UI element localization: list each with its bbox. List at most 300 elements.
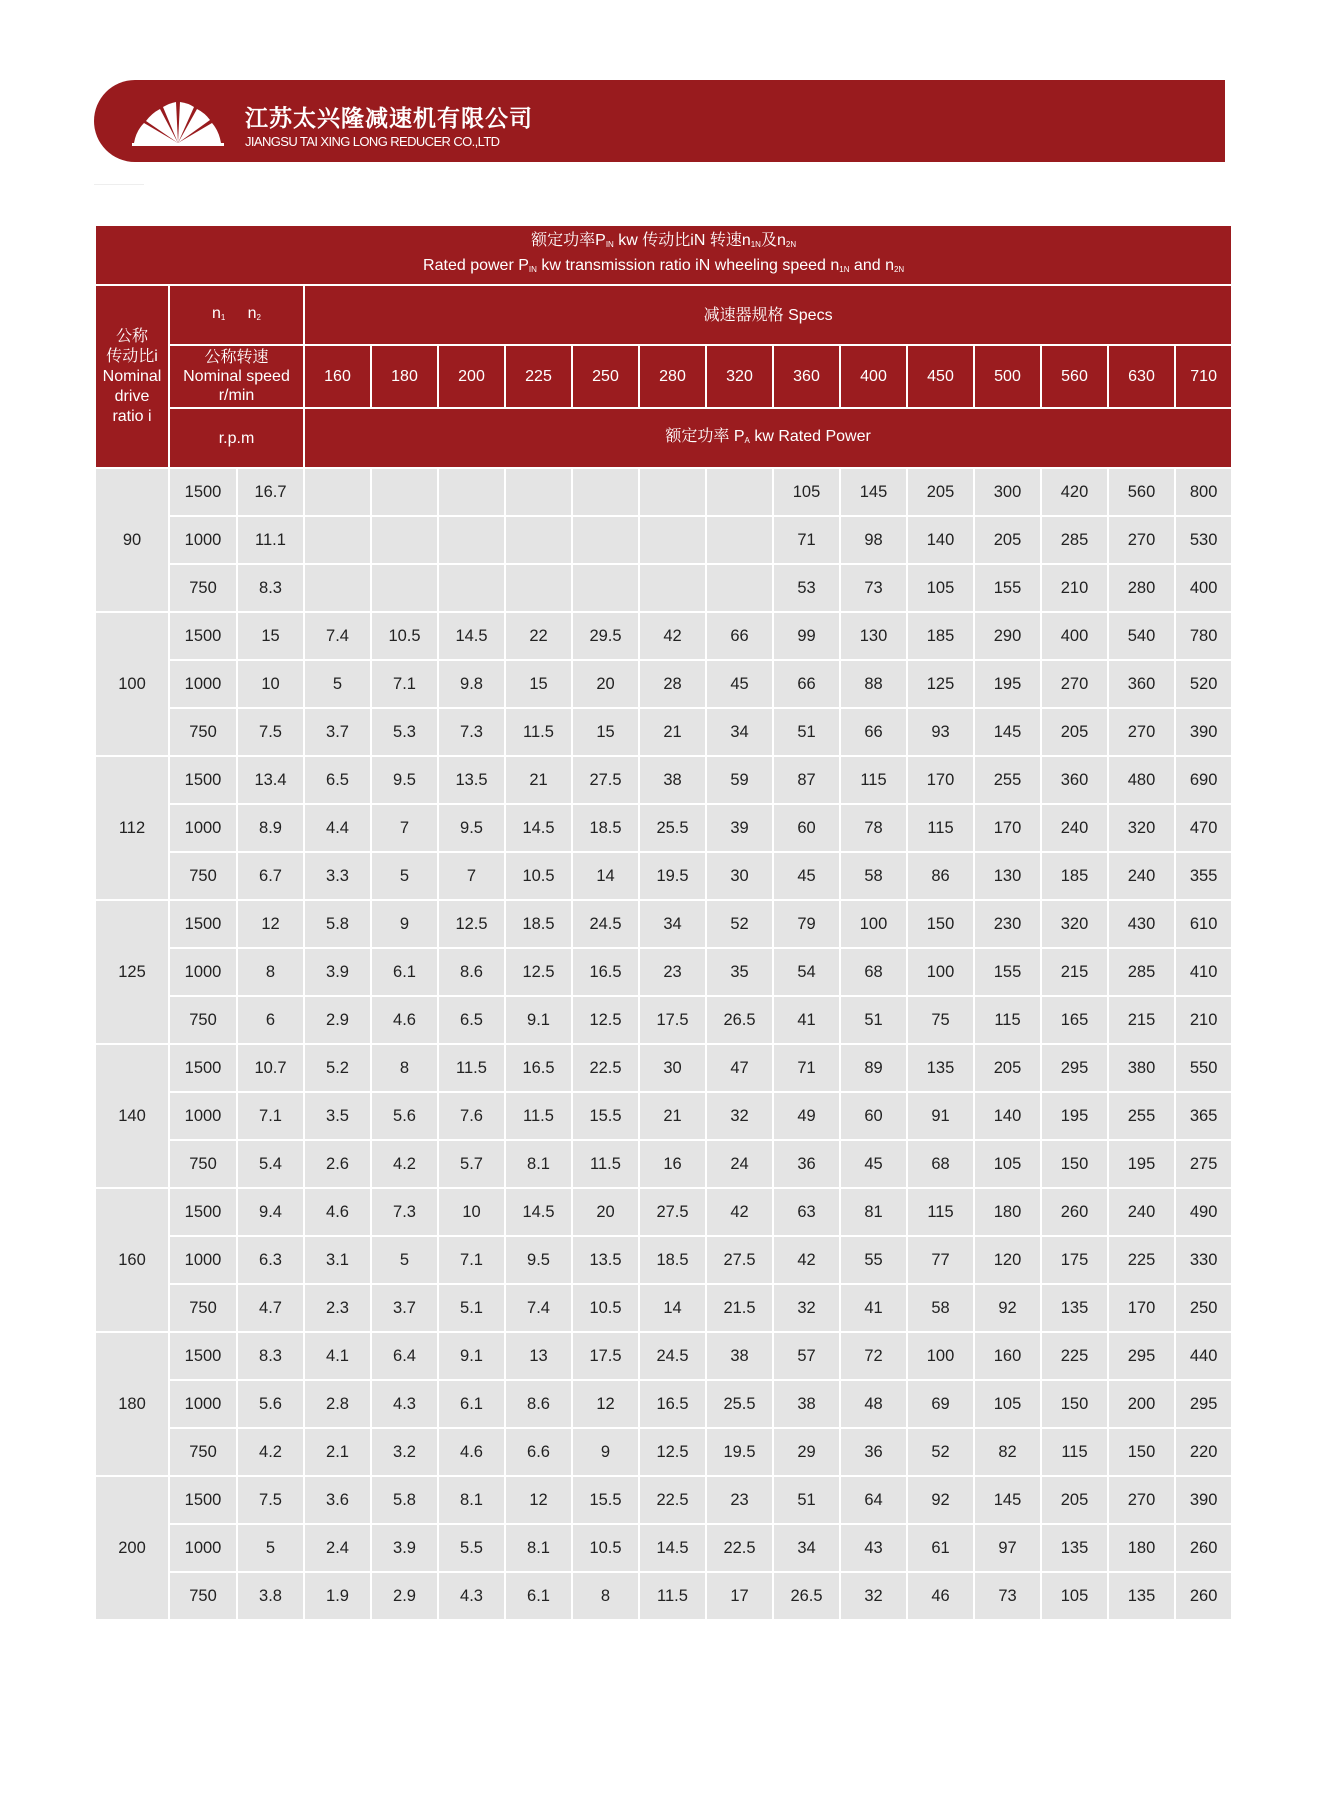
power-cell: 240 — [1108, 852, 1175, 900]
power-cell: 255 — [974, 756, 1041, 804]
power-cell: 51 — [773, 708, 840, 756]
ratio-cell: 140 — [95, 1044, 169, 1188]
power-cell: 250 — [1175, 1284, 1232, 1332]
n1-cell: 1000 — [169, 804, 237, 852]
rpm-header: r.p.m — [169, 408, 304, 468]
n2-cell: 4.7 — [237, 1284, 304, 1332]
power-cell: 400 — [1041, 612, 1108, 660]
power-cell: 150 — [1041, 1380, 1108, 1428]
power-cell: 270 — [1108, 1476, 1175, 1524]
power-cell: 42 — [706, 1188, 773, 1236]
power-cell: 205 — [907, 468, 974, 516]
caption-cn: 额定功率$P_{IN}$ kw 传动比iN 转速$n_{1N}$及$n_{2N}$ — [531, 232, 797, 249]
power-cell: 5.8 — [371, 1476, 438, 1524]
n1-cell: 750 — [169, 996, 237, 1044]
table-row — [95, 948, 1232, 996]
power-cell: 14.5 — [639, 1524, 706, 1572]
power-cell: 180 — [974, 1188, 1041, 1236]
power-cell: 3.9 — [304, 948, 371, 996]
power-cell: 22.5 — [572, 1044, 639, 1092]
power-cell: 14.5 — [505, 1188, 572, 1236]
power-cell: 365 — [1175, 1092, 1232, 1140]
power-cell: 490 — [1175, 1188, 1232, 1236]
power-cell: 18.5 — [639, 1236, 706, 1284]
power-cell: 6.6 — [505, 1428, 572, 1476]
power-cell: 12 — [505, 1476, 572, 1524]
power-cell: 14.5 — [438, 612, 505, 660]
power-cell: 255 — [1108, 1092, 1175, 1140]
power-cell: 92 — [907, 1476, 974, 1524]
power-cell: 320 — [1108, 804, 1175, 852]
n2-cell: 12 — [237, 900, 304, 948]
power-cell: 16 — [639, 1140, 706, 1188]
power-cell: 200 — [1108, 1380, 1175, 1428]
table-row — [95, 516, 1232, 564]
power-cell: 130 — [840, 612, 907, 660]
n2-cell: 5.4 — [237, 1140, 304, 1188]
power-cell: 47 — [706, 1044, 773, 1092]
power-cell: 4.6 — [304, 1188, 371, 1236]
n1-cell: 1000 — [169, 948, 237, 996]
power-cell: 440 — [1175, 1332, 1232, 1380]
company-logo-icon — [128, 97, 228, 147]
power-cell: 8.1 — [438, 1476, 505, 1524]
power-cell: 3.7 — [371, 1284, 438, 1332]
power-cell: 14.5 — [505, 804, 572, 852]
power-cell: 9.5 — [438, 804, 505, 852]
power-cell — [706, 468, 773, 516]
power-cell: 5.1 — [438, 1284, 505, 1332]
power-cell — [639, 516, 706, 564]
power-cell: 7 — [438, 852, 505, 900]
power-cell: 29 — [773, 1428, 840, 1476]
n2-cell: 3.8 — [237, 1572, 304, 1620]
power-cell: 215 — [1108, 996, 1175, 1044]
power-cell: 260 — [1175, 1572, 1232, 1620]
power-cell: 230 — [974, 900, 1041, 948]
power-cell: 6.1 — [505, 1572, 572, 1620]
power-cell: 140 — [907, 516, 974, 564]
power-cell: 24.5 — [572, 900, 639, 948]
n2-cell: 8.9 — [237, 804, 304, 852]
power-cell: 195 — [1108, 1140, 1175, 1188]
power-cell: 7.1 — [371, 660, 438, 708]
spec-header-cell: 160 — [304, 345, 371, 408]
power-cell: 53 — [773, 564, 840, 612]
power-cell: 390 — [1175, 708, 1232, 756]
ratio-cell: 100 — [95, 612, 169, 756]
power-cell: 16.5 — [639, 1380, 706, 1428]
power-cell: 9.5 — [505, 1236, 572, 1284]
power-cell: 77 — [907, 1236, 974, 1284]
power-cell: 105 — [1041, 1572, 1108, 1620]
power-cell: 18.5 — [572, 804, 639, 852]
n2-cell: 8.3 — [237, 1332, 304, 1380]
power-cell: 4.6 — [371, 996, 438, 1044]
n2-cell: 8 — [237, 948, 304, 996]
power-cell: 38 — [773, 1380, 840, 1428]
ratio-cell: 125 — [95, 900, 169, 1044]
power-cell: 25.5 — [639, 804, 706, 852]
power-cell: 6.5 — [304, 756, 371, 804]
table-row — [95, 1188, 1232, 1236]
power-cell: 27.5 — [706, 1236, 773, 1284]
power-cell: 1.9 — [304, 1572, 371, 1620]
power-cell: 86 — [907, 852, 974, 900]
power-cell: 280 — [1108, 564, 1175, 612]
power-cell: 195 — [974, 660, 1041, 708]
n1-cell: 1000 — [169, 660, 237, 708]
nominal-speed-header: 公称转速 Nominal speed r/min — [169, 345, 304, 408]
power-cell — [639, 564, 706, 612]
n1-cell: 1500 — [169, 900, 237, 948]
power-cell: 7.4 — [304, 612, 371, 660]
power-cell: 24.5 — [639, 1332, 706, 1380]
power-cell: 160 — [974, 1332, 1041, 1380]
power-cell: 8.1 — [505, 1524, 572, 1572]
power-cell: 105 — [907, 564, 974, 612]
power-cell: 32 — [773, 1284, 840, 1332]
power-cell: 19.5 — [706, 1428, 773, 1476]
power-cell: 5.2 — [304, 1044, 371, 1092]
spec-header-cell: 200 — [438, 345, 505, 408]
divider — [94, 184, 144, 185]
power-cell: 120 — [974, 1236, 1041, 1284]
power-cell: 7.3 — [371, 1188, 438, 1236]
spec-header-cell: 225 — [505, 345, 572, 408]
power-cell: 19.5 — [639, 852, 706, 900]
power-cell: 87 — [773, 756, 840, 804]
power-cell: 2.9 — [371, 1572, 438, 1620]
power-cell: 71 — [773, 1044, 840, 1092]
spec-header-cell: 400 — [840, 345, 907, 408]
rated-power-header: 额定功率 $P_A$ kw Rated Power — [304, 408, 1232, 468]
power-cell: 49 — [773, 1092, 840, 1140]
spec-header-cell: 360 — [773, 345, 840, 408]
table-row — [95, 1476, 1232, 1524]
power-cell: 10.5 — [572, 1284, 639, 1332]
power-cell: 100 — [840, 900, 907, 948]
power-cell: 225 — [1041, 1332, 1108, 1380]
power-cell: 260 — [1041, 1188, 1108, 1236]
power-cell: 330 — [1175, 1236, 1232, 1284]
power-cell: 125 — [907, 660, 974, 708]
power-cell: 81 — [840, 1188, 907, 1236]
power-cell: 4.4 — [304, 804, 371, 852]
power-cell: 6.1 — [371, 948, 438, 996]
power-cell: 7 — [371, 804, 438, 852]
power-cell: 520 — [1175, 660, 1232, 708]
power-cell: 145 — [974, 1476, 1041, 1524]
power-cell: 130 — [974, 852, 1041, 900]
power-cell: 430 — [1108, 900, 1175, 948]
power-cell: 210 — [1175, 996, 1232, 1044]
power-cell: 21 — [505, 756, 572, 804]
power-cell: 540 — [1108, 612, 1175, 660]
power-cell: 78 — [840, 804, 907, 852]
power-cell: 20 — [572, 1188, 639, 1236]
power-cell: 68 — [907, 1140, 974, 1188]
power-cell: 68 — [840, 948, 907, 996]
power-cell: 7.3 — [438, 708, 505, 756]
power-cell: 18.5 — [505, 900, 572, 948]
n2-cell: 6.7 — [237, 852, 304, 900]
n1-cell: 1000 — [169, 1092, 237, 1140]
power-cell — [572, 516, 639, 564]
power-cell: 42 — [639, 612, 706, 660]
power-cell: 135 — [1041, 1524, 1108, 1572]
power-cell: 9.8 — [438, 660, 505, 708]
table-row — [95, 804, 1232, 852]
power-cell: 15.5 — [572, 1092, 639, 1140]
power-cell: 42 — [773, 1236, 840, 1284]
power-cell: 51 — [840, 996, 907, 1044]
power-cell: 89 — [840, 1044, 907, 1092]
power-cell — [304, 468, 371, 516]
power-cell: 45 — [773, 852, 840, 900]
power-cell: 22.5 — [639, 1476, 706, 1524]
power-cell: 115 — [840, 756, 907, 804]
power-cell: 30 — [706, 852, 773, 900]
table-row — [95, 1428, 1232, 1476]
table-row — [95, 852, 1232, 900]
power-cell: 88 — [840, 660, 907, 708]
power-cell: 43 — [840, 1524, 907, 1572]
power-cell: 150 — [907, 900, 974, 948]
power-cell: 21.5 — [706, 1284, 773, 1332]
power-cell: 270 — [1041, 660, 1108, 708]
ratio-cell: 200 — [95, 1476, 169, 1620]
power-cell: 79 — [773, 900, 840, 948]
power-cell: 105 — [974, 1380, 1041, 1428]
power-cell: 7.6 — [438, 1092, 505, 1140]
n1-cell: 1500 — [169, 756, 237, 804]
power-cell: 11.5 — [572, 1140, 639, 1188]
power-cell: 11.5 — [505, 1092, 572, 1140]
power-cell: 800 — [1175, 468, 1232, 516]
power-cell: 100 — [907, 1332, 974, 1380]
power-cell: 3.6 — [304, 1476, 371, 1524]
power-cell: 11.5 — [639, 1572, 706, 1620]
power-cell: 295 — [1041, 1044, 1108, 1092]
table-row — [95, 1572, 1232, 1620]
power-cell: 60 — [840, 1092, 907, 1140]
power-cell: 285 — [1041, 516, 1108, 564]
power-cell: 400 — [1175, 564, 1232, 612]
power-cell: 3.2 — [371, 1428, 438, 1476]
power-cell: 3.3 — [304, 852, 371, 900]
power-cell: 9 — [572, 1428, 639, 1476]
power-cell: 69 — [907, 1380, 974, 1428]
power-cell: 6.1 — [438, 1380, 505, 1428]
power-cell: 135 — [1108, 1572, 1175, 1620]
power-cell: 4.1 — [304, 1332, 371, 1380]
power-cell: 220 — [1175, 1428, 1232, 1476]
power-cell: 195 — [1041, 1092, 1108, 1140]
power-cell: 3.9 — [371, 1524, 438, 1572]
power-cell: 285 — [1108, 948, 1175, 996]
power-cell: 115 — [907, 804, 974, 852]
power-cell: 155 — [974, 564, 1041, 612]
power-cell: 690 — [1175, 756, 1232, 804]
spec-header-cell: 180 — [371, 345, 438, 408]
power-cell: 470 — [1175, 804, 1232, 852]
n2-cell: 13.4 — [237, 756, 304, 804]
power-cell: 140 — [974, 1092, 1041, 1140]
power-cell: 3.7 — [304, 708, 371, 756]
power-cell: 48 — [840, 1380, 907, 1428]
ratio-cell: 112 — [95, 756, 169, 900]
power-cell: 260 — [1175, 1524, 1232, 1572]
power-cell: 60 — [773, 804, 840, 852]
power-cell: 5.8 — [304, 900, 371, 948]
n1-cell: 1500 — [169, 1188, 237, 1236]
table-row — [95, 1380, 1232, 1428]
power-cell: 13.5 — [438, 756, 505, 804]
power-cell: 46 — [907, 1572, 974, 1620]
power-cell: 75 — [907, 996, 974, 1044]
power-cell — [572, 564, 639, 612]
power-cell: 15.5 — [572, 1476, 639, 1524]
ratio-cell: 160 — [95, 1188, 169, 1332]
ratio-cell: 180 — [95, 1332, 169, 1476]
power-cell: 64 — [840, 1476, 907, 1524]
power-cell: 320 — [1041, 900, 1108, 948]
power-cell: 71 — [773, 516, 840, 564]
power-cell: 27.5 — [572, 756, 639, 804]
n1-cell: 750 — [169, 1572, 237, 1620]
n2-cell: 16.7 — [237, 468, 304, 516]
power-cell — [371, 468, 438, 516]
company-name-cn: 江苏太兴隆减速机有限公司 — [245, 106, 533, 132]
power-cell: 8.6 — [438, 948, 505, 996]
power-cell: 7.1 — [438, 1236, 505, 1284]
power-cell: 185 — [1041, 852, 1108, 900]
caption-en: Rated power $P_{IN}$ kw transmission ratio iN wheeling speed $n_{1N}$ and $n_{2N}$ — [423, 257, 905, 274]
power-cell: 30 — [639, 1044, 706, 1092]
power-cell: 5.6 — [371, 1092, 438, 1140]
n2-cell: 10 — [237, 660, 304, 708]
power-cell: 105 — [773, 468, 840, 516]
n2-cell: 8.3 — [237, 564, 304, 612]
power-cell: 9 — [371, 900, 438, 948]
n2-cell: 5.6 — [237, 1380, 304, 1428]
power-cell: 61 — [907, 1524, 974, 1572]
power-cell: 170 — [907, 756, 974, 804]
power-cell: 105 — [974, 1140, 1041, 1188]
power-cell: 26.5 — [706, 996, 773, 1044]
power-cell: 21 — [639, 1092, 706, 1140]
power-cell: 180 — [1108, 1524, 1175, 1572]
power-cell — [505, 516, 572, 564]
power-cell: 15 — [505, 660, 572, 708]
power-cell: 290 — [974, 612, 1041, 660]
power-cell: 58 — [907, 1284, 974, 1332]
power-cell — [371, 516, 438, 564]
power-cell: 27.5 — [639, 1188, 706, 1236]
power-cell: 270 — [1108, 516, 1175, 564]
power-cell: 59 — [706, 756, 773, 804]
power-cell: 12 — [572, 1380, 639, 1428]
power-cell: 32 — [706, 1092, 773, 1140]
power-cell: 550 — [1175, 1044, 1232, 1092]
power-cell: 12.5 — [438, 900, 505, 948]
power-cell: 99 — [773, 612, 840, 660]
power-cell: 8 — [371, 1044, 438, 1092]
power-cell: 5.3 — [371, 708, 438, 756]
power-cell: 10 — [438, 1188, 505, 1236]
power-cell: 3.5 — [304, 1092, 371, 1140]
power-cell: 135 — [907, 1044, 974, 1092]
table-row — [95, 756, 1232, 804]
power-cell: 205 — [1041, 708, 1108, 756]
power-cell: 13.5 — [572, 1236, 639, 1284]
power-cell: 4.3 — [438, 1572, 505, 1620]
power-cell: 17.5 — [572, 1332, 639, 1380]
power-cell: 205 — [974, 1044, 1041, 1092]
power-cell: 270 — [1108, 708, 1175, 756]
power-cell: 26.5 — [773, 1572, 840, 1620]
power-cell: 205 — [1041, 1476, 1108, 1524]
power-cell: 12.5 — [505, 948, 572, 996]
power-cell — [371, 564, 438, 612]
power-cell: 17 — [706, 1572, 773, 1620]
table-row — [95, 996, 1232, 1044]
power-cell: 10.5 — [371, 612, 438, 660]
table-row — [95, 564, 1232, 612]
power-cell: 2.6 — [304, 1140, 371, 1188]
power-cell: 205 — [974, 516, 1041, 564]
power-cell: 390 — [1175, 1476, 1232, 1524]
power-cell: 115 — [907, 1188, 974, 1236]
power-cell — [572, 468, 639, 516]
power-cell: 150 — [1041, 1140, 1108, 1188]
power-cell: 6.4 — [371, 1332, 438, 1380]
power-cell: 45 — [706, 660, 773, 708]
power-cell: 100 — [907, 948, 974, 996]
power-cell: 57 — [773, 1332, 840, 1380]
power-cell: 16.5 — [505, 1044, 572, 1092]
power-cell: 55 — [840, 1236, 907, 1284]
n1-cell: 1500 — [169, 468, 237, 516]
power-cell: 225 — [1108, 1236, 1175, 1284]
power-cell: 2.8 — [304, 1380, 371, 1428]
power-cell: 92 — [974, 1284, 1041, 1332]
power-cell: 5.5 — [438, 1524, 505, 1572]
n1-cell: 750 — [169, 1428, 237, 1476]
power-cell — [505, 564, 572, 612]
n2-cell: 4.2 — [237, 1428, 304, 1476]
power-cell: 45 — [840, 1140, 907, 1188]
power-cell: 9.1 — [505, 996, 572, 1044]
power-cell: 295 — [1175, 1380, 1232, 1428]
power-cell — [639, 468, 706, 516]
power-cell — [304, 516, 371, 564]
power-cell: 23 — [639, 948, 706, 996]
power-cell: 380 — [1108, 1044, 1175, 1092]
n1-cell: 1000 — [169, 1380, 237, 1428]
power-cell: 14 — [639, 1284, 706, 1332]
power-cell: 25.5 — [706, 1380, 773, 1428]
n1-cell: 1000 — [169, 1236, 237, 1284]
power-cell: 32 — [840, 1572, 907, 1620]
power-cell: 10.5 — [505, 852, 572, 900]
power-cell: 275 — [1175, 1140, 1232, 1188]
table-row — [95, 660, 1232, 708]
power-cell: 10.5 — [572, 1524, 639, 1572]
table-row — [95, 1044, 1232, 1092]
power-cell: 2.9 — [304, 996, 371, 1044]
